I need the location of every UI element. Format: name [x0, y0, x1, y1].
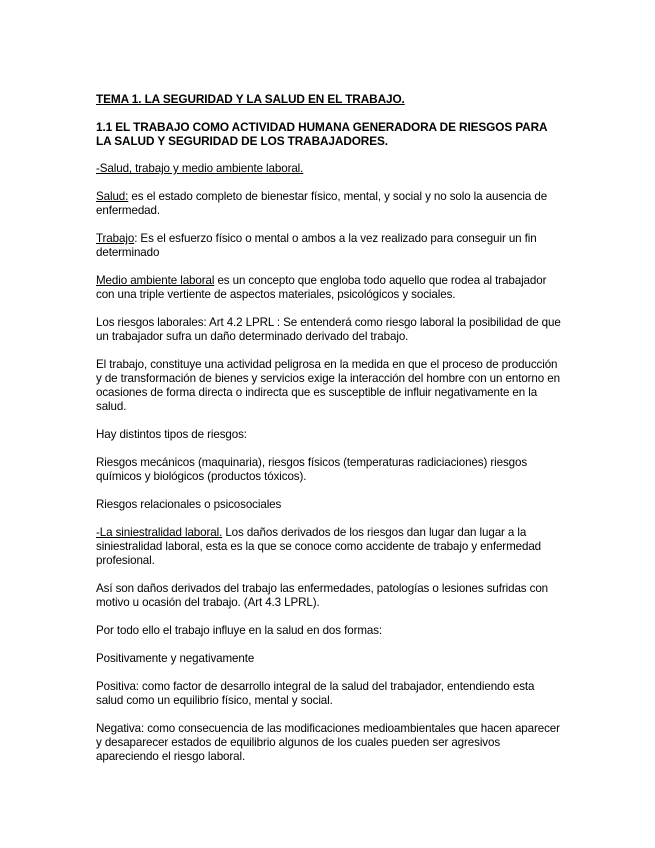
paragraph-riesgos-lista: Riesgos mecánicos (maquinaria), riesgos físicos (temperaturas radiciaciones) riesgos químicos y biológicos (productos tóxicos).	[96, 456, 528, 483]
section-subtitle: 1.1 EL TRABAJO COMO ACTIVIDAD HUMANA GENERADORA DE RIESGOS PARA LA SALUD Y SEGURIDAD DE LOS TRABAJADORES.	[96, 120, 547, 148]
definition-siniestralidad: Los daños derivados de los riesgos dan lugar dan lugar a la siniestralidad laboral, esta es la que se conoce como accidente de trabajo y enfermedad profesional.	[96, 526, 542, 567]
paragraph-salud	[96, 190, 564, 218]
paragraph-danos: Así son daños derivados del trabajo las enfermedades, patologías o lesiones sufridas con motivo u ocasión del trabajo. (Art 4.3 LPRL).	[96, 582, 549, 609]
definition-trabajo: : Es el esfuerzo físico o mental o ambos a la vez realizado para conseguir un fin determinado	[96, 232, 537, 259]
paragraph-formas: Por todo ello el trabajo influye en la salud en dos formas:	[96, 624, 383, 637]
term-salud: Salud:	[96, 190, 129, 203]
section-heading-salud-trabajo: -Salud, trabajo y medio ambiente laboral.	[96, 162, 304, 175]
term-trabajo: Trabajo	[96, 232, 135, 245]
paragraph-medio-ambiente	[96, 274, 564, 302]
paragraph-siniestralidad	[96, 526, 564, 568]
definition-salud: es el estado completo de bienestar físico, mental, y social y no solo la ausencia de enfermedad.	[96, 190, 548, 217]
term-siniestralidad: -La siniestralidad laboral.	[96, 526, 223, 539]
paragraph-tipos-riesgos: Hay distintos tipos de riesgos:	[96, 428, 247, 441]
term-medio-ambiente: Medio ambiente laboral	[96, 274, 215, 287]
document-title: TEMA 1. LA SEGURIDAD Y LA SALUD EN EL TRABAJO.	[96, 92, 405, 106]
definition-medio-ambiente: es un concepto que engloba todo aquello que rodea al trabajador con una triple vertiente de aspectos materiales, psicológicos y sociales.	[96, 274, 547, 301]
paragraph-riesgos-relacionales: Riesgos relacionales o psicosociales	[96, 498, 282, 511]
paragraph-negativa: Negativa: como consecuencia de las modificaciones medioambientales que hacen aparecer y desaparecer estados de equilibrio algunos de los cuales pueden ser agresivos apareciendo el riesgo laboral.	[96, 722, 560, 763]
paragraph-riesgos-laborales: Los riesgos laborales: Art 4.2 LPRL : Se entenderá como riesgo laboral la posibilidad de que un trabajador sufra un daño determinado derivado del trabajo.	[96, 316, 561, 343]
paragraph-trabajo-peligroso: El trabajo, constituye una actividad peligrosa en la medida en que el proceso de producción y de transformación de bienes y servicios exige la interacción del hombre con un entorno en ocasiones de forma directa o indirecta que es susceptible de influir negativamente en la salud.	[96, 358, 560, 413]
paragraph-trabajo	[96, 232, 564, 260]
document-body	[96, 92, 564, 764]
paragraph-positiva: Positiva: como factor de desarrollo integral de la salud del trabajador, entendiendo esta salud como un equilibrio físico, mental y social.	[96, 680, 535, 707]
paragraph-positivamente-negativamente: Positivamente y negativamente	[96, 652, 255, 665]
